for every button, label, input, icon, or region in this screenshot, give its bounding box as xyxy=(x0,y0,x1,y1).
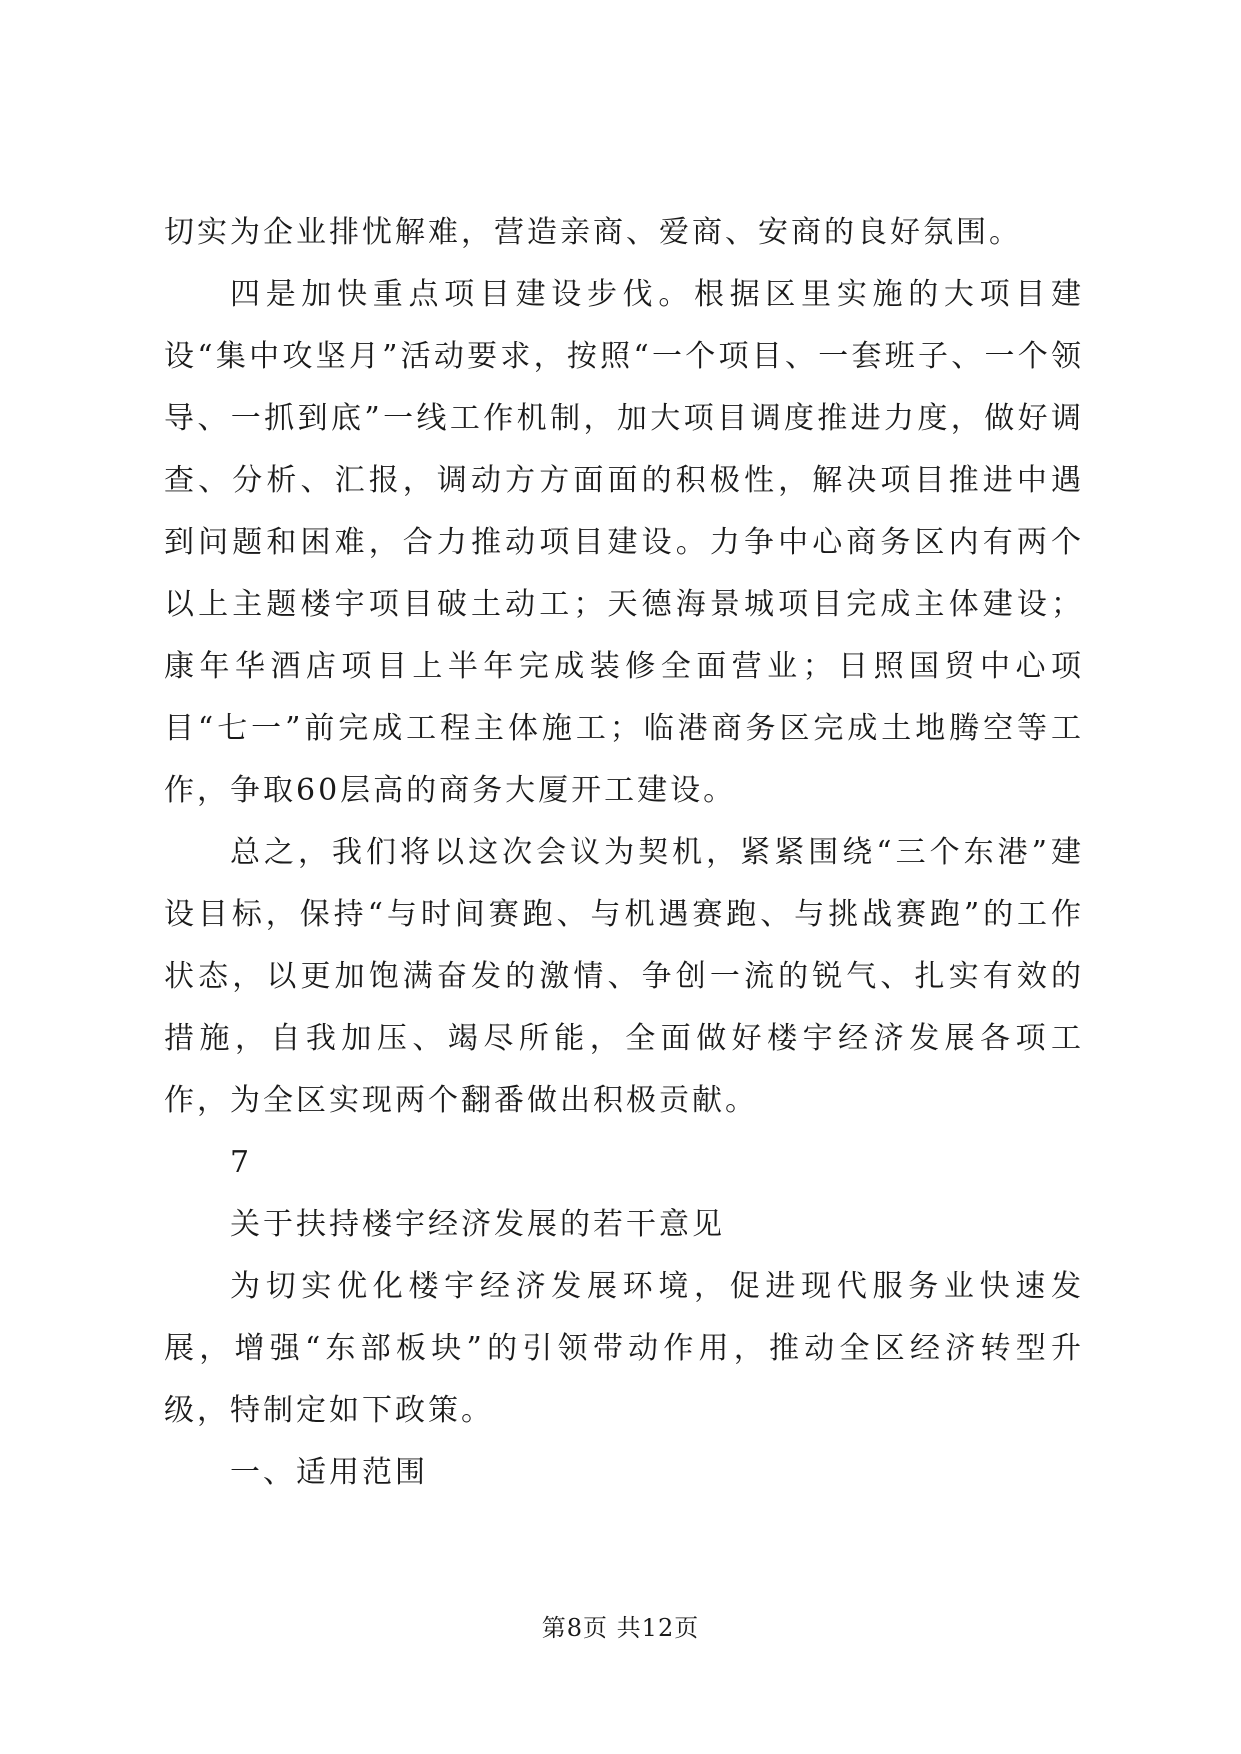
paragraph-intro: 为切实优化楼宇经济发展环境，促进现代服务业快速发展，增强“东部板块”的引领带动作用，推动全区经济转型升级，特制定如下政策。 xyxy=(164,1269,1084,1428)
section-title: 关于扶持楼宇经济发展的若干意见 xyxy=(230,1207,725,1242)
document-body xyxy=(164,202,1084,1504)
paragraph-summary: 总之，我们将以这次会议为契机，紧紧围绕“三个东港”建设目标，保持“与时间赛跑、与机遇赛跑、与挑战赛跑”的工作状态，以更加饱满奋发的激情、争创一流的锐气、扎实有效的措施，自我加压、竭尽所能，全面做好楼宇经济发展各项工作，为全区实现两个翻番做出积极贡献。 xyxy=(164,835,1084,1118)
paragraph-continuation: 切实为企业排忧解难，营造亲商、爱商、安商的良好氛围。 xyxy=(164,215,1022,250)
heading-scope: 一、适用范围 xyxy=(230,1455,428,1490)
paragraph-key-projects: 四是加快重点项目建设步伐。根据区里实施的大项目建设“集中攻坚月”活动要求，按照“一个项目、一套班子、一个领导、一抓到底”一线工作机制，加大项目调度推进力度，做好调查、分析、汇报，调动方方面面的积极性，解决项目推进中遇到问题和困难，合力推动项目建设。力争中心商务区内有两个以上主题楼宇项目破土动工；天德海景城项目完成主体建设；康年华酒店项目上半年完成装修全面营业；日照国贸中心项目“七一”前完成工程主体施工；临港商务区完成土地腾空等工作，争取60层高的商务大厦开工建设。 xyxy=(164,277,1084,808)
page-footer: 第8页 共12页 xyxy=(541,1614,700,1642)
section-number: 7 xyxy=(230,1145,253,1180)
